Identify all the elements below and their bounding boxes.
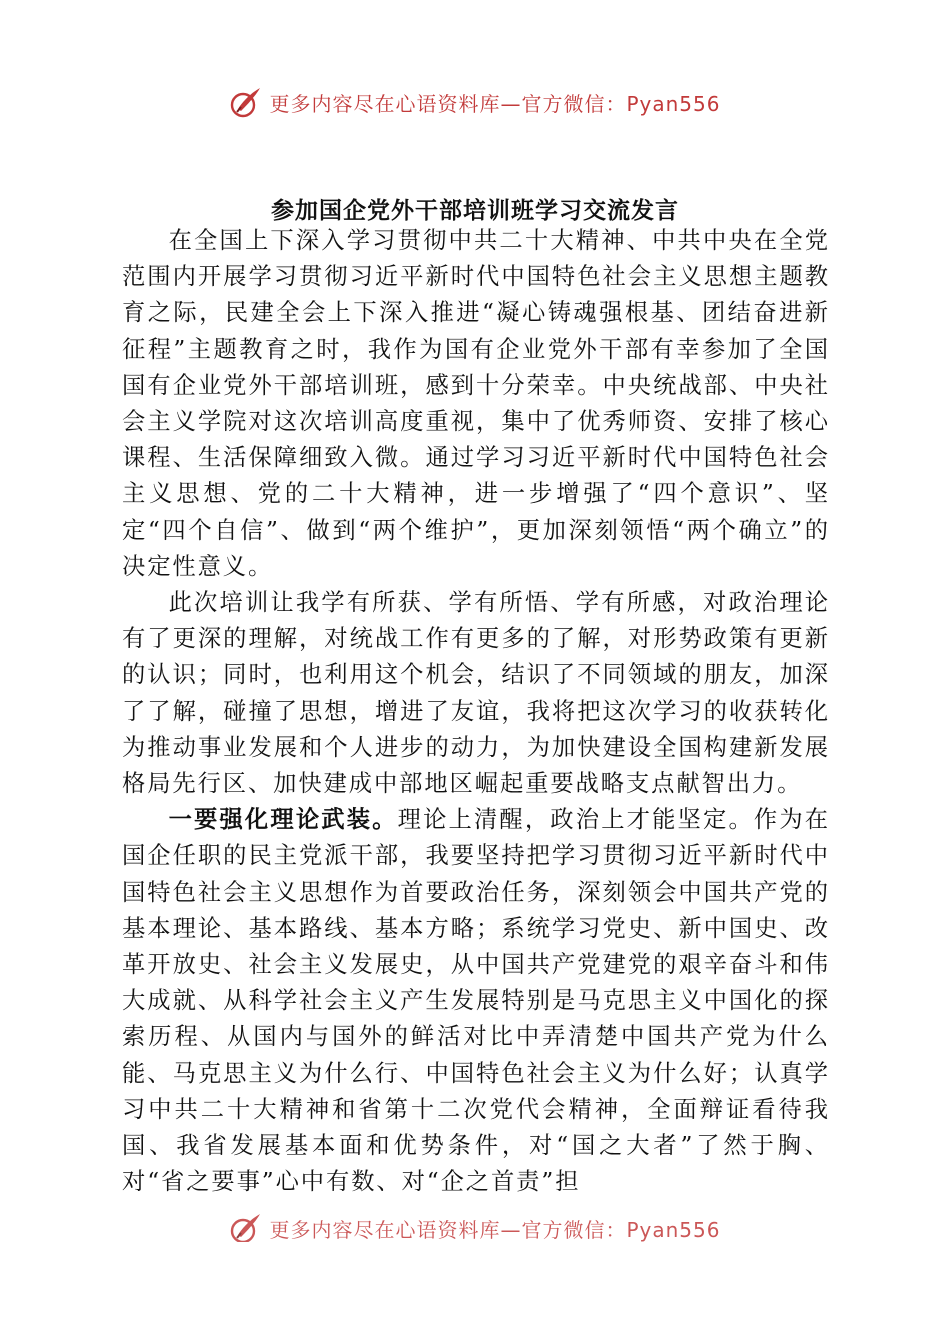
paragraph-2 bbox=[122, 585, 830, 802]
quill-logo-icon bbox=[229, 85, 263, 119]
watermark-text: 更多内容尽在心语资料库—官方微信：Pyan556 bbox=[269, 1217, 721, 1242]
document-title: 参加国企党外干部培训班学习交流发言 bbox=[271, 198, 679, 224]
paragraph-3-lead: 一要强化理论武装。 bbox=[168, 806, 398, 834]
paragraph-3 bbox=[122, 802, 830, 1200]
header-watermark bbox=[0, 82, 950, 122]
quill-logo-icon bbox=[229, 1211, 263, 1242]
paragraph-2-text: 此次培训让我学有所获、学有所悟、学有所感，对政治理论有了更深的理解，对统战工作有更多的了解，对形势政策有更新的认识；同时，也利用这个机会，结识了不同领域的朋友，加深了了解，碰撞了思想，增进了友谊，我将把这次学习的收获转化为推动事业发展和个人进步的动力，为加快建设全国构建新发展格局先行区、加快建成中部地区崛起重要战略支点献智出力。 bbox=[122, 589, 830, 798]
paragraph-1-text: 在全国上下深入学习贯彻中共二十大精神、中共中央在全党范围内开展学习贯彻习近平新时代中国特色社会主义思想主题教育之际，民建全会上下深入推进“凝心铸魂强根基、团结奋进新征程”主题教育之时，我作为国有企业党外干部有幸参加了全国国有企业党外干部培训班，感到十分荣幸。中央统战部、中央社会主义学院对这次培训高度重视，集中了优秀师资、安排了核心课程、生活保障细致入微。通过学习习近平新时代中国特色社会主义思想、党的二十大精神，进一步增强了“四个意识”、坚定“四个自信”、做到“两个维护”，更加深刻领悟“两个确立”的决定性意义。 bbox=[122, 227, 830, 580]
paragraph-1 bbox=[122, 223, 830, 585]
watermark-text: 更多内容尽在心语资料库—官方微信：Pyan556 bbox=[269, 91, 721, 116]
paragraph-3-text: 理论上清醒，政治上才能坚定。作为在国企任职的民主党派干部，我要坚持把学习贯彻习近平新时代中国特色社会主义思想作为首要政治任务，深刻领会中国共产党的基本理论、基本路线、基本方略；系统学习党史、新中国史、改革开放史、社会主义发展史，从中国共产党建党的艰辛奋斗和伟大成就、从科学社会主义产生发展特别是马克思主义中国化的探索历程、从国内与国外的鲜活对比中弄清楚中国共产党为什么能、马克思主义为什么行、中国特色社会主义为什么好；认真学习中共二十大精神和省第十二次党代会精神，全面辩证看待我国、我省发展基本面和优势条件，对“国之大者”了然于胸、对“省之要事”心中有数、对“企之首责”担 bbox=[122, 806, 830, 1196]
footer-watermark bbox=[0, 1206, 950, 1242]
document-body bbox=[122, 223, 830, 1200]
